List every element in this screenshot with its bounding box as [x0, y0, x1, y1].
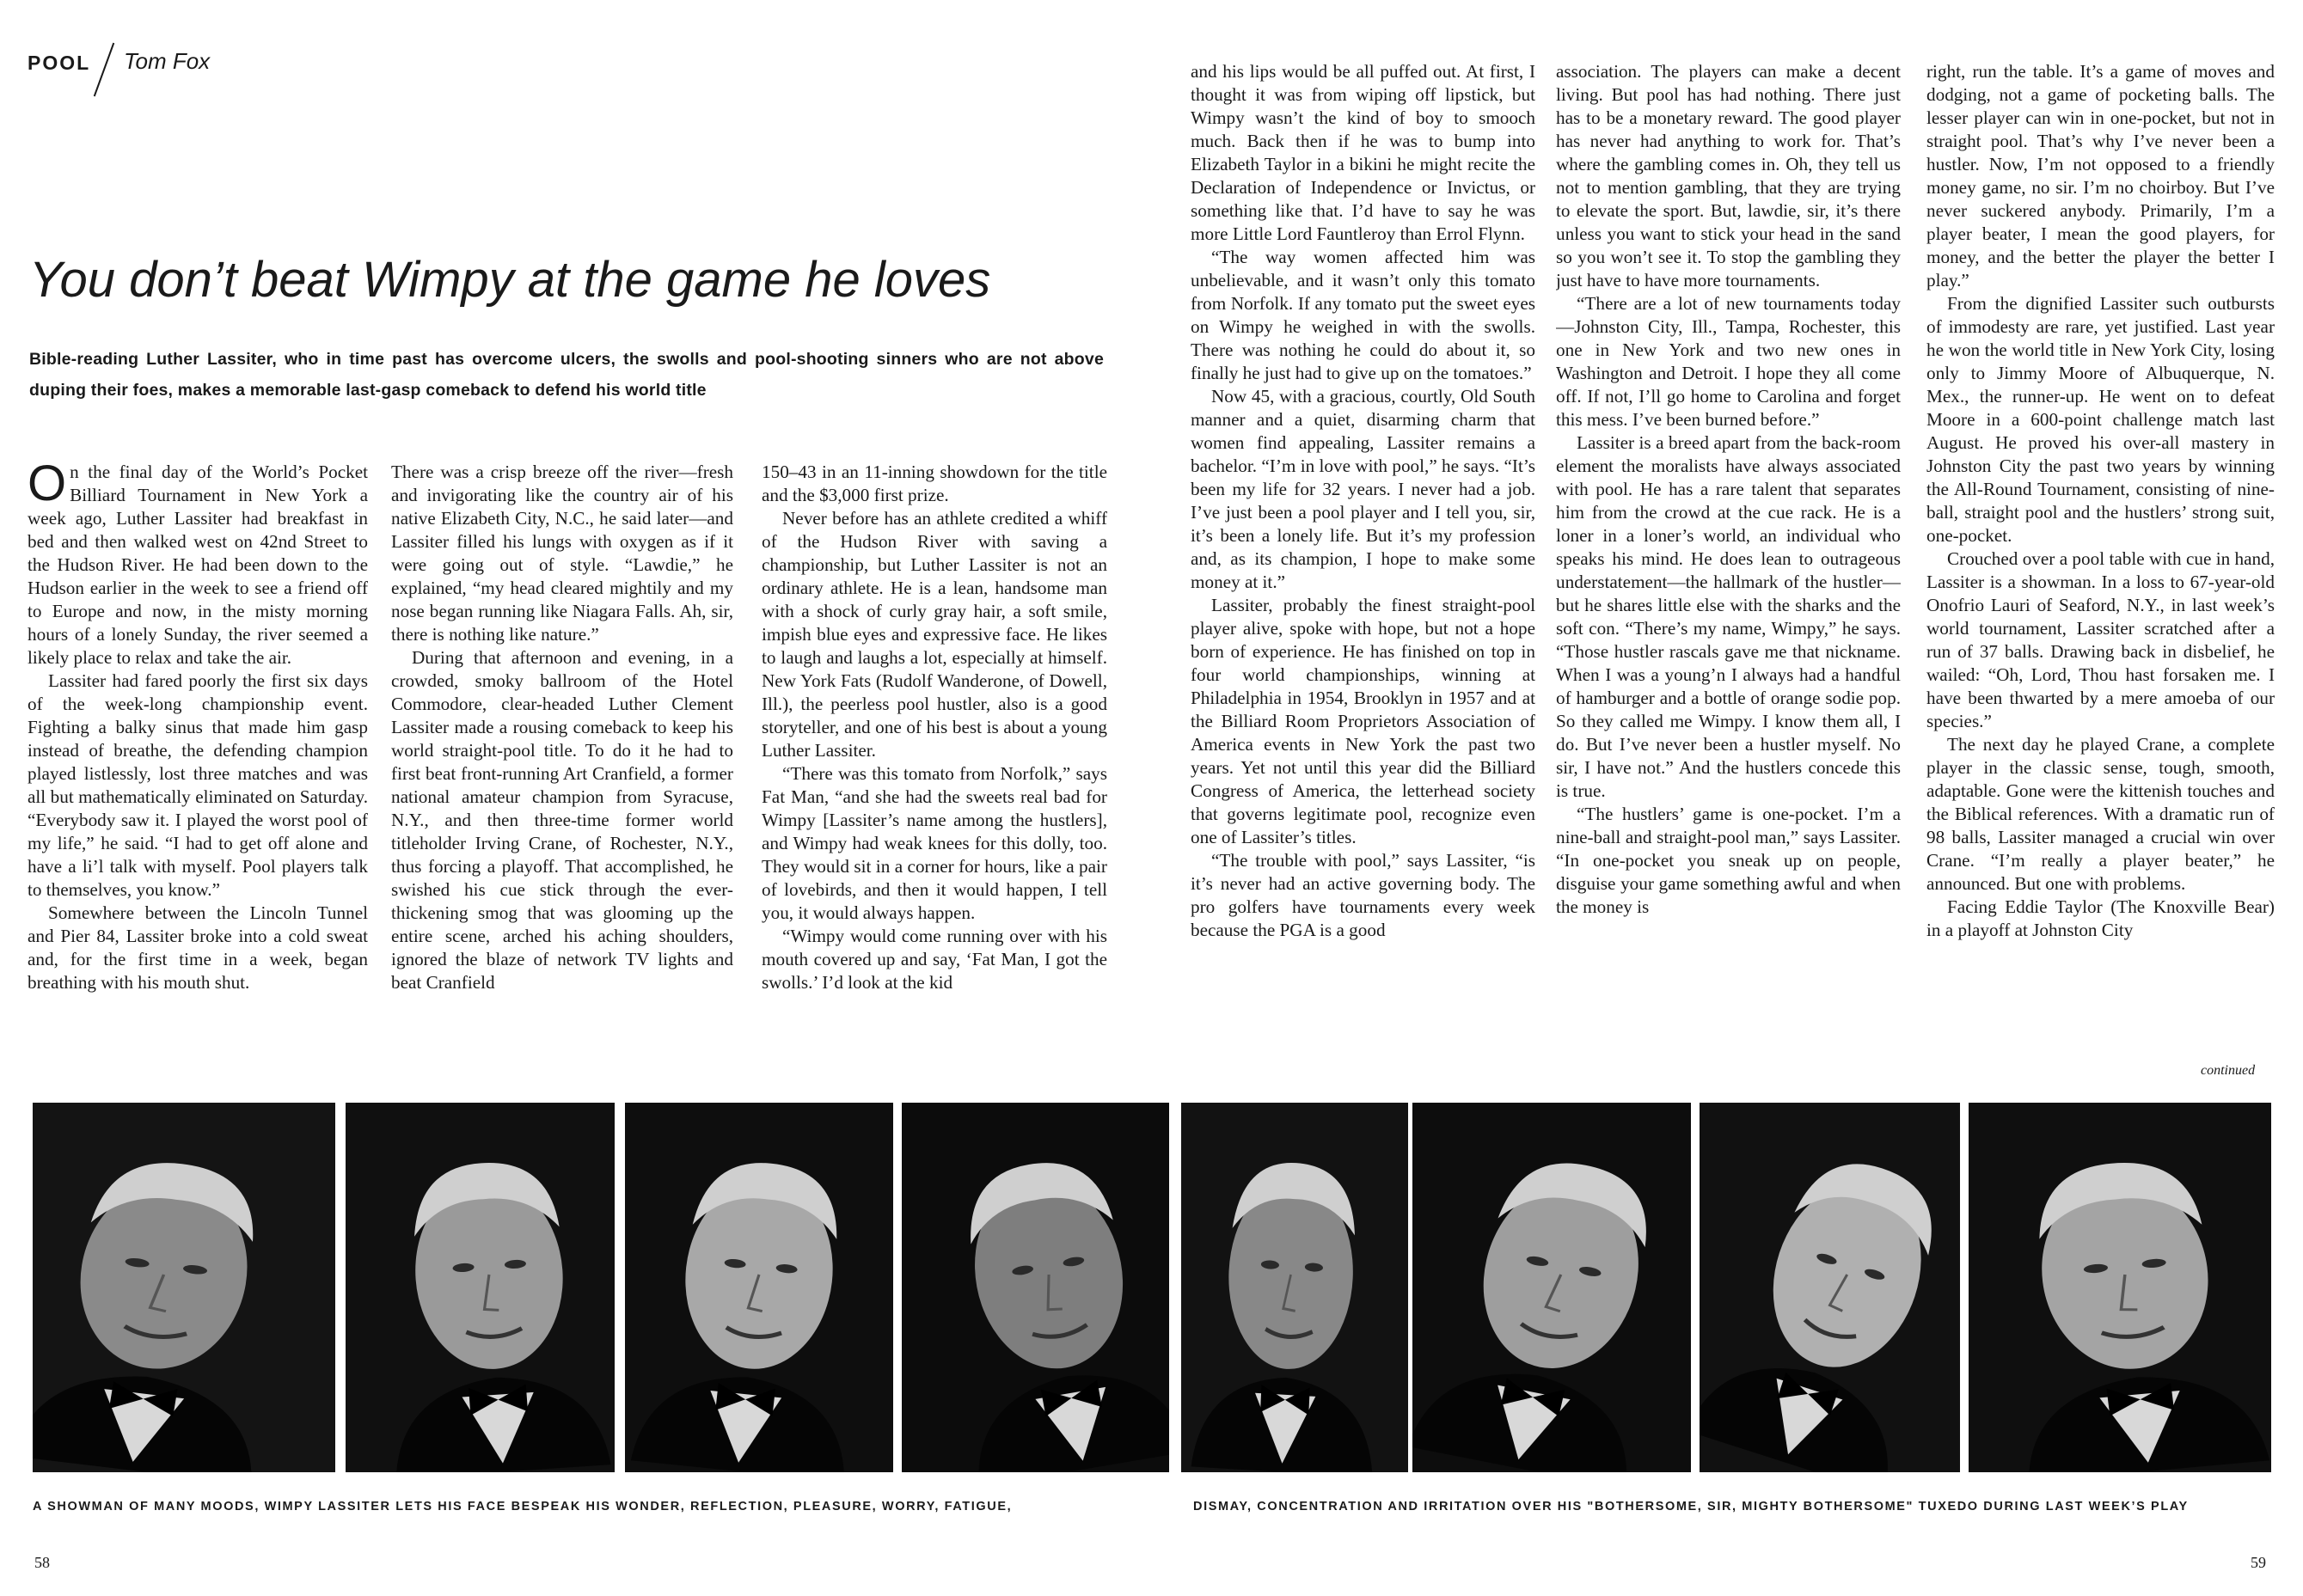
portrait-image	[1969, 1103, 2271, 1472]
author-byline: Tom Fox	[124, 48, 211, 74]
paragraph: 150–43 in an 11-inning showdown for the title and the $3,000 first prize.	[762, 462, 1107, 505]
page-number-right: 59	[2251, 1554, 2266, 1571]
paragraph: Never before has an athlete credited a whiff of the Hudson River with saving a championship, but Luther Lassiter is not an ordinary athlete. He is a lean, handsome man with a shock of curly gray hair, a soft smile, impish blue eyes and expressive face. He likes to laugh and laughs a lot, especially at himself. New York Fats (Rudolf Wanderone, of Dowell, Ill.), the peerless pool hustler, also is a good storyteller, and one of his best is about a young Luther Lassiter.	[762, 508, 1107, 761]
article-column-3	[762, 461, 1107, 1062]
paragraph: Now 45, with a gracious, courtly, Old South manner and a quiet, disarming charm that women find appealing, Lassiter remains a bachelor. “I’m in love with pool,” he says. “It’s been my life for 32 years. I never had a job. I’ve just been a pool player and I tell you, sir, it’s been a lonely life. But it’s my profession and, as its champion, I hope to make some money at it.”	[1191, 386, 1535, 592]
photo-pleasure	[625, 1103, 893, 1472]
paragraph: Facing Eddie Taylor (The Knoxville Bear) in a playoff at Johnston City	[1926, 896, 2275, 940]
paragraph: “The way women affected him was unbelievable, and it wasn’t only this tomato from Norfolk. If any tomato put the sweet eyes on Wimpy he weighed in with the swolls. There was nothing he could do about it, so finally he just had to give up on the tomatoes.”	[1191, 247, 1535, 383]
photo-wonder	[33, 1103, 335, 1472]
photo-irritation	[1969, 1103, 2271, 1472]
paragraph-text: n the final day of the World’s Pocket Billiard Tournament in New York a week ago, Luther Lassiter had breakfast in bed and then walked west on 42nd Street to the Hudson River. He had been down to the Hudson earlier in the week to see a friend off to Europe and now, in the misty morning hours of a lonely Sunday, the river seemed a likely place to relax and take the air.	[28, 462, 368, 668]
paragraph: “There was this tomato from Norfolk,” says Fat Man, “and she had the sweets real bad for Wimpy [Lassiter’s name among the hustlers], and Wimpy had weak knees for this dolly, too. They would sit in a corner for hours, like a pair of lovebirds, and then it would happen, I tell you, it would always happen.	[762, 763, 1107, 923]
article-column-4	[1191, 60, 1535, 1062]
drop-cap: O	[28, 461, 67, 511]
photo-dismay	[1412, 1103, 1691, 1472]
photo-caption-left: A SHOWMAN OF MANY MOODS, WIMPY LASSITER LETS HIS FACE BESPEAK HIS WONDER, REFLECTION, PLEASURE, WORRY, FATIGUE,	[33, 1500, 1013, 1513]
paragraph: Somewhere between the Lincoln Tunnel and Pier 84, Lassiter broke into a cold sweat and, for the first time in a week, began breathing with his mouth shut.	[28, 902, 368, 993]
paragraph: “There are a lot of new tournaments today—Johnston City, Ill., Tampa, Rochester, this one in New York and two new ones in Washington and Detroit. I hope they all come off. If not, I’ll go home to Carolina and forget this mess. I’ve been burned before.”	[1556, 293, 1901, 430]
photo-worry	[902, 1103, 1169, 1472]
portrait-image	[1700, 1103, 1960, 1472]
header-slash	[94, 43, 114, 97]
paragraph: right, run the table. It’s a game of moves and dodging, not a game of pocketing balls. The lesser player can win in one-pocket, but not in straight pool. That’s why I’ve never been a hustler. Now, I’m not opposed to a friendly money game, no sir. I’m no choirboy. But I’ve never suckered anybody. Primarily, I’m a player beater, I mean the good players, for money, and the better the player the better I play.”	[1926, 61, 2275, 290]
portrait-image	[33, 1103, 335, 1472]
photo-reflection	[346, 1103, 615, 1472]
portrait-image	[1412, 1103, 1691, 1472]
article-column-1	[28, 461, 368, 1062]
portrait-image	[625, 1103, 893, 1472]
paragraph: From the dignified Lassiter such outbursts of immodesty are rare, yet justified. Last year he won the world title in New York City, losing only to Jimmy Moore of Albuquerque, N. Mex., the runner-up. He went on to defeat Moore in a 600-point challenge match last August. He proved his over-all mastery in Johnston City the past two years by winning the All-Round Tournament, consisting of nine-ball, straight pool and the hustlers’ strong suit, one-pocket.	[1926, 293, 2275, 546]
portrait-image	[902, 1103, 1169, 1472]
paragraph: “The hustlers’ game is one-pocket. I’m a nine-ball and straight-pool man,” says Lassiter. “In one-pocket you sneak up on people, disguise your game something awful and when the money is	[1556, 804, 1901, 917]
deck-subheadline: Bible-reading Luther Lassiter, who in time past has overcome ulcers, the swolls and pool-shooting sinners who are not above duping their foes, makes a memorable last-gasp comeback to defend his world title	[29, 350, 1104, 400]
photo-caption-right: DISMAY, CONCENTRATION AND IRRITATION OVER HIS "BOTHERSOME, SIR, MIGHTY BOTHERSOME" TUXEDO DURING LAST WEEK’S PLAY	[1193, 1500, 2189, 1513]
photo-fatigue	[1181, 1103, 1408, 1472]
portrait-image	[346, 1103, 615, 1472]
paragraph: During that afternoon and evening, in a crowded, smoky ballroom of the Hotel Commodore, clear-headed Luther Clement Lassiter made a rousing comeback to keep his world straight-pool title. To do it he had to first beat front-running Art Cranfield, a former national amateur champion from Syracuse, N.Y., and then three-time former world titleholder Irving Crane, of Rochester, N.Y., thus forcing a playoff. That accomplished, he swished his cue stick through the ever-thickening smog that was glooming up the entire scene, arched his aching shoulders, ignored the blaze of network TV lights and beat Cranfield	[391, 647, 733, 993]
article-column-2	[391, 461, 733, 1062]
paragraph: There was a crisp breeze off the river—fresh and invigorating like the country air of his native Elizabeth City, N.C., he said later—and Lassiter filled his lungs with oxygen as if it were going out of style. “Lawdie,” he explained, “my head cleared mightily and my nose began running like Niagara Falls. Ah, sir, there is nothing like nature.”	[391, 462, 733, 645]
paragraph: The next day he played Crane, a complete player in the classic sense, tough, smooth, adaptable. Gone were the kittenish touches and the Biblical references. With a dramatic run of 98 balls, Lassiter managed a crucial win over Crane. “I’m really a player beater,” he announced. But one with problems.	[1926, 734, 2275, 894]
article-column-6	[1926, 60, 2275, 1062]
paragraph: and his lips would be all puffed out. At first, I thought it was from wiping off lipstick, but Wimpy wasn’t the kind of boy to smooch much. Back then if he was to bump into Elizabeth Taylor in a bikini he might recite the Declaration of Independence or Invictus, or something like that. I’d have to say he was more Little Lord Fauntleroy than Errol Flynn.	[1191, 61, 1535, 244]
paragraph: Lassiter is a breed apart from the back-room element the moralists have always associated with pool. He has a rare talent that separates him from the crowd at the cue rack. He is a loner in a loner’s world, an individual who speaks his mind. He does lean to outrageous understatement—the hallmark of the hustler—but he shares little else with the sharks and the soft con. “There’s my name, Wimpy,” he says. “Those hustler rascals gave me that nickname. When I was a young’n I always had a handful of hamburger and a bottle of orange sodie pop. So they called me Wimpy. I know them all, I do. But I’ve never been a hustler myself. No sir, I have not.” And the hustlers concede this is true.	[1556, 432, 1901, 801]
paragraph: Lassiter, probably the finest straight-pool player alive, spoke with hope, but not a hope born of experience. He has finished on top in four world championships, winning at Philadelphia in 1954, Brooklyn in 1957 and at the Billiard Room Proprietors Association of America events in New York the past two years. Yet not until this year did the Billiard Congress of America, the letterhead society that governs legitimate pool, recognize even one of Lassiter’s titles.	[1191, 595, 1535, 847]
paragraph: association. The players can make a decent living. But pool has had nothing. There just has to be a monetary reward. The good player has never had anything to work for. That’s where the gambling comes in. Oh, they tell us not to mention gambling, that they are trying to elevate the sport. But, lawdie, sir, it’s there unless you want to stick your head in the sand so you won’t see it. To stop the gambling they just have to have more tournaments.	[1556, 61, 1901, 290]
paragraph: Lassiter had fared poorly the first six days of the week-long championship event. Fighting a balky sinus that made him gasp instead of breathe, the defending champion played listlessly, lost three matches and was all but mathematically eliminated on Saturday. “Everybody saw it. I played the worst pool of my life,” he said. “I had to get off alone and have a li’l talk with myself. Pool players talk to themselves, you know.”	[28, 670, 368, 900]
paragraph	[28, 461, 368, 670]
paragraph: Crouched over a pool table with cue in hand, Lassiter is a showman. In a loss to 67-year-old Onofrio Lauri of Seaford, N.Y., in last week’s world tournament, Lassiter scratched after a run of 37 balls. Drawing back in disbelief, he wailed: “Oh, Lord, Thou hast forsaken me. I have been thwarted by a mere amoeba of our species.”	[1926, 548, 2275, 731]
article-column-5	[1556, 60, 1901, 1062]
paragraph: “The trouble with pool,” says Lassiter, “is it’s never had an active governing body. The pro golfers have tournaments every week because the PGA is a good	[1191, 850, 1535, 940]
portrait-image	[1181, 1103, 1408, 1472]
section-label: POOL	[28, 52, 91, 74]
page-number-left: 58	[34, 1554, 50, 1571]
continued-note: continued	[2201, 1063, 2256, 1078]
photo-concentration	[1700, 1103, 1960, 1472]
section-header	[28, 45, 371, 105]
headline: You don’t beat Wimpy at the game he loves	[29, 252, 991, 308]
paragraph: “Wimpy would come running over with his mouth covered up and say, ‘Fat Man, I got the swolls.’ I’d look at the kid	[762, 926, 1107, 993]
